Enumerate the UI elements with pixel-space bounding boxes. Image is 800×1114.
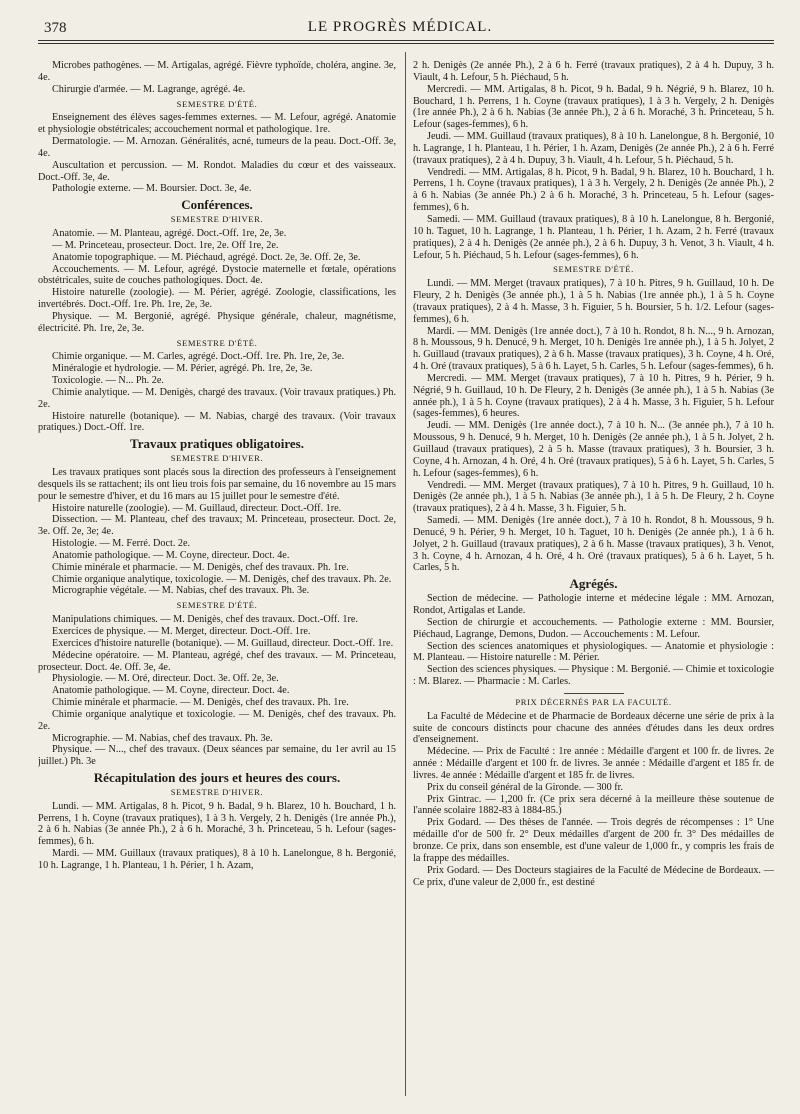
paragraph: Section de chirurgie et accouchements. — Pathologie externe : MM. Boursier, Piéchaud, Lagrange, Demons, Dudon. — Accouchements : M. Lefour. [413, 616, 774, 640]
section-heading: Agrégés. [569, 576, 618, 592]
paragraph: Samedi. — MM. Denigès (1re année doct.), 7 à 10 h. Rondot, 8 h. Moussous, 9 h. Denucé, 9 h. Périer, 9 h. Merget, 10 h. Taguet, 10 h. Denigès (2e année ph.), 1 à 6 h. Jolyet, 2 h. Guillaud (travaux pratiques), 2 à 6 h. Masse (travaux pratiques), 3 h. Venot, 3 h. Coyne, 4 h. Arnozan, 4 h. Oré, 4 h. Oré (travaux pratiques), 5 à 6 h. Layet, 5 h. Carles, 5 h. [413, 515, 774, 574]
paragraph: Anatomie pathologique. — M. Coyne, directeur. Doct. 4e. [52, 549, 290, 561]
header-rule [38, 40, 774, 41]
paragraph: Dissection. — M. Planteau, chef des travaux; M. Princeteau, prosecteur. Doct. 2e, 3e. Off. 2e, 3e; 4e. [38, 514, 396, 538]
paragraph: Exercices d'histoire naturelle (botanique). — M. Guillaud, directeur. Doct.-Off. 1re. [52, 637, 394, 649]
paragraph: Section des sciences anatomiques et physiologiques. — Anatomie et physiologie : M. Planteau. — Histoire naturelle : M. Périer. [413, 640, 774, 664]
paragraph: Micrographie. — M. Nabias, chef des travaux. Ph. 3e. [52, 732, 273, 744]
paragraph: Pathologie externe. — M. Boursier. Doct. 3e, 4e. [52, 183, 252, 195]
semester-label: SEMESTRE D'ÉTÉ. [176, 337, 258, 348]
paragraph: Microbes pathogènes. — M. Artigalas, agrégé. Fièvre typhoïde, choléra, angine. 3e, 4e. [38, 60, 396, 83]
paragraph: Lundi. — MM. Merget (travaux pratiques), 7 à 10 h. Pitres, 9 h. Guillaud, 10 h. De Fleury, 2 h. Denigès (3e année ph.), 1 à 5 h. Nabias (1re année ph.), 1 à 5 h. Coyne (travaux pratiques), 2 à 4 h. Masse, 3 h. Figuier, 5 h. Boursier, 5 h. 1/2. Lefour (sages-femmes), 6 h. [413, 278, 774, 325]
left-column [38, 60, 396, 1104]
running-title: LE PROGRÈS MÉDICAL. [307, 19, 493, 35]
semester-label: SEMESTRE D'HIVER. [170, 453, 264, 464]
section-heading: Récapitulation des jours et heures des cours. [93, 770, 341, 786]
paragraph: Prix Godard. — Des Docteurs stagiaires de la Faculté de Médecine de Bordeaux. — Ce prix, d'une valeur de 2,000 fr., est destiné [413, 864, 774, 888]
paragraph: Médecine opératoire. — M. Planteau, agrégé, chef des travaux. — M. Princeteau, prosecteur. Doct. 4e. Off. 3e, 4e. [38, 649, 396, 673]
paragraph: Anatomie. — M. Planteau, agrégé. Doct.-Off. 1re, 2e, 3e. [52, 227, 287, 239]
semester-label: SEMESTRE D'ÉTÉ. [176, 98, 258, 109]
section-heading: Conférences. [181, 197, 253, 213]
paragraph: Chimie minérale et pharmacie. — M. Denigès, chef des travaux. Ph. 1re. [52, 561, 349, 573]
paragraph: Toxicologie. — N... Ph. 2e. [52, 375, 164, 387]
paragraph: Chimie organique. — M. Carles, agrégé. Doct.-Off. 1re. Ph. 1re, 2e, 3e. [52, 351, 345, 363]
header-rule-double [38, 43, 774, 44]
separator-rule [564, 693, 624, 694]
semester-label: PRIX DÉCERNÉS PAR LA FACULTÉ. [515, 696, 672, 707]
paragraph: Physiologie. — M. Oré, directeur. Doct. 3e. Off. 2e, 3e. [52, 673, 279, 685]
semester-label: SEMESTRE D'HIVER. [170, 214, 264, 225]
paragraph: Les travaux pratiques sont placés sous la direction des professeurs à l'enseignement desquels ils se rattachent; ils ont lieu trois fois par semaine, du 16 novembre au 15 mars pour le semestre d'hiver, et du 16 mars au 15 juillet pour le semestre d'été. [38, 467, 396, 502]
paragraph: Prix du conseil général de la Gironde. — 300 fr. [427, 781, 624, 793]
page-number: 378 [44, 20, 67, 36]
paragraph: Physique. — N..., chef des travaux. (Deux séances par semaine, du 1er avril au 15 juillet.) Ph. 3e [38, 744, 396, 768]
paragraph: Samedi. — MM. Guillaud (travaux pratiques), 8 à 10 h. Lanelongue, 8 h. Bergonié, 10 h. Taguet, 10 h. Lagrange, 1 h. Planteau, 1 h. Périer, 1 h. Azam, 2 h. Ferré (travaux pratiques), 2 à 4 h. Denigès (2e année ph.), 2 à 6 h. Dupuy, 3 h. Venot, 3 h. Viault, 4 h. Lefour, 5 h. Piéchaud, 5 h. Lefour (sages-femmes), 6 h. [413, 213, 774, 261]
paragraph: Chimie analytique. — M. Denigès, chargé des travaux. (Voir travaux pratiques.) Ph. 2e. [38, 386, 396, 410]
paragraph: Mercredi. — MM. Merget (travaux pratiques), 7 à 10 h. Pitres, 9 h. Périer, 9 h. Négrié, 9 h. Guillaud, 10 h. De Fleury, 2 h. Denigès (3e année ph.), 1 à 5 h. Nabias (3e année ph.), 1 à 5 h. Coyne (travaux pratiques), 2 à 4 h. Masse, 3 h. Figuier, 5 h. Lefour (sages-femmes), 6 heures. [413, 372, 774, 420]
semester-label: SEMESTRE D'ÉTÉ. [553, 264, 634, 275]
paragraph: Histoire naturelle (zoologie). — M. Guillaud, directeur. Doct.-Off. 1re. [52, 502, 342, 514]
paragraph: Enseignement des élèves sages-femmes externes. — M. Lefour, agrégé. Anatomie et physiologie obstétricales; accouchement normal et pathologique. 1re. [38, 112, 396, 136]
paragraph: Chirurgie d'armée. — M. Lagrange, agrégé. 4e. [52, 83, 246, 95]
paragraph: Manipulations chimiques. — M. Denigès, chef des travaux. Doct.-Off. 1re. [52, 614, 358, 626]
semester-label: SEMESTRE D'ÉTÉ. [176, 600, 258, 611]
paragraph: Micrographie végétale. — M. Nabias, chef des travaux. Ph. 3e. [52, 585, 310, 597]
paragraph: Histoire naturelle (botanique). — M. Nabias, chargé des travaux. (Voir travaux pratiques.) Doct.-Off. 1re. [38, 410, 396, 434]
paragraph: 2 h. Denigès (2e année Ph.), 2 à 6 h. Ferré (travaux pratiques), 2 à 4 h. Dupuy, 3 h. Viault, 4 h. Lefour, 5 h. Piéchaud, 5 h. [413, 60, 774, 83]
paragraph: Section des sciences physiques. — Physique : M. Bergonié. — Chimie et toxicologie : M. Blarez. — Pharmacie : M. Carles. [413, 664, 774, 688]
paragraph: Prix Gintrac. — 1,200 fr. (Ce prix sera décerné à la meilleure thèse soutenue de l'année scolaire 1882-83 à 1884-85.) [413, 793, 774, 817]
paragraph: Histologie. — M. Ferré. Doct. 2e. [52, 538, 191, 550]
paragraph: Médecine. — Prix de Faculté : 1re année : Médaille d'argent et 100 fr. de livres. 2e année : Médaille d'argent et 100 fr. de livres. 3e année : Médaille d'argent et 185 fr. de livres. 4e année : Médaille d'argent et 185 fr. de livres. [413, 746, 774, 781]
paragraph: Dermatologie. — M. Arnozan. Généralités, acné, tumeurs de la peau. Doct.-Off. 3e, 4e. [38, 136, 396, 159]
paragraph: Chimie organique analytique et toxicologie. — M. Denigès, chef des travaux. Ph. 2e. [38, 708, 396, 732]
paragraph: Jeudi. — MM. Denigès (1re année doct.), 7 à 10 h. N... (3e année ph.), 7 à 10 h. Moussous, 9 h. Denucé, 9 h. Merget, 10 h. Denigès (2e année ph.), 1 à 5 h. Jolyet, 2 h. Guillaud (travaux pratiques), 2 à 5 h. Masse (travaux pratiques), 3 h. Boursier, 3 h. Coyne, 4 h. Arnozan, 4 h. Oré, 4 h. Oré (travaux pratiques), 5 à 6 h. Layet, 5 h. Carles, 5 h. Lefour (sages-femmes), 6 h. [413, 420, 774, 479]
paragraph: Mercredi. — MM. Artigalas, 8 h. Picot, 9 h. Badal, 9 h. Négrié, 9 h. Blarez, 10 h. Bouchard, 1 h. Perrens, 1 h. Coyne (travaux pratiques), 1 à 3 h. Vergely, 2 h. Denigès (1re année Ph.), 2 à 6 h. Nabias (3e année Ph.), 2 à 6 h. Moraché, 3 h. Princeteau, 5 h. Lefour (sages-femmes), 6 h. [413, 83, 774, 131]
paragraph: Section de médecine. — Pathologie interne et médecine légale : MM. Arnozan, Rondot, Artigalas et Lande. [413, 593, 774, 616]
section-heading: Travaux pratiques obligatoires. [130, 436, 304, 452]
paragraph: — M. Princeteau, prosecteur. Doct. 1re, 2e. Off 1re, 2e. [52, 239, 279, 251]
paragraph: Mardi. — MM. Denigès (1re année doct.), 7 à 10 h. Rondot, 8 h. N..., 9 h. Arnozan, 8 h. Moussous, 9 h. Denucé, 9 h. Merget, 10 h. Denigès 1re année ph.), 1 à 5 h. Jolyet, 2 h. Guillaud (travaux pratiques), 2 à 6 h. Masse (travaux pratiques), 3 h. Coyne, 4 h. Oré, 4 h. Oré (travaux pratiques), 5 à 6 h. Layet, 5 h. Carles, 5 h. Lefour (sages-femmes), 6 h. [413, 325, 774, 373]
paragraph: La Faculté de Médecine et de Pharmacie de Bordeaux décerne une série de prix à la suite de concours distincts pour chacune des années d'études dans les deux ordres d'enseignement. [413, 710, 774, 746]
paragraph: Exercices de physique. — M. Merget, directeur. Doct.-Off. 1re. [52, 625, 311, 637]
paragraph: Anatomie topographique. — M. Piéchaud, agrégé. Doct. 2e, 3e. Off. 2e, 3e. [52, 251, 361, 263]
paragraph: Physique. — M. Bergonié, agrégé. Physique générale, chaleur, magnétisme, électricité. Ph. 1re, 2e, 3e. [38, 310, 396, 334]
paragraph: Vendredi. — MM. Merget (travaux pratiques), 7 à 10 h. Pitres, 9 h. Guillaud, 10 h. Denigès (2e année ph.), 1 à 5 h. Nabias (3e année ph.), 1 à 5 h. De Fleury, 2 h. Coyne (travaux pratiques), 2 à 4 h. Masse, 3 h. Figuier, 5 h. [413, 479, 774, 515]
paragraph: Lundi. — MM. Artigalas, 8 h. Picot, 9 h. Badal, 9 h. Blarez, 10 h. Bouchard, 1 h. Perrens, 1 h. Coyne (travaux pratiques), 1 à 3 h. Vergely, 2 h. Denigès (1re année Ph.), 2 à 6 h. Nabias (3e année Ph.), 2 à 6 h. Moraché, 3 h. Princeteau, 5 h. Lefour (sages-femmes), 6 h. [38, 800, 396, 848]
paragraph: Anatomie pathologique. — M. Coyne, directeur. Doct. 4e. [52, 685, 290, 697]
paragraph: Mardi. — MM. Guillaux (travaux pratiques), 8 à 10 h. Lanelongue, 8 h. Bergonié, 10 h. Lagrange, 1 h. Planteau, 1 h. Périer, 1 h. Azam, [38, 848, 396, 871]
right-column [413, 60, 774, 1104]
column-divider [405, 52, 406, 1096]
paragraph: Auscultation et percussion. — M. Rondot. Maladies du cœur et des vaisseaux. Doct.-Off. 3e, 4e. [38, 159, 396, 183]
paragraph: Chimie organique analytique, toxicologie. — M. Denigès, chef des travaux. Ph. 2e. [52, 573, 392, 585]
semester-label: SEMESTRE D'HIVER. [170, 786, 264, 797]
paragraph: Jeudi. — MM. Guillaud (travaux pratiques), 8 à 10 h. Lanelongue, 8 h. Bergonié, 10 h. Lagrange, 1 h. Planteau, 1 h. Périer, 1 h. Azam, Denigès (2e année Ph.), 2 à 6 h. Ferré (travaux pratiques), 2 à 4 h. Dupuy, 3 h. Viault, 4 h. Lefour, 5 h. Piéchaud, 5 h. [413, 131, 774, 166]
paragraph: Prix Godard. — Des thèses de l'année. — Trois degrés de récompenses : 1° Une médaille d'or de 500 fr. 2° Deux médailles d'argent de 200 fr. 3° Des médailles de bronze. Ce prix, dans son ensemble, est d'une valeur de 1,000 fr., y compris les frais de la frappe des médailles. [413, 817, 774, 864]
paragraph: Accouchements. — M. Lefour, agrégé. Dystocie maternelle et fœtale, opérations obstétricales, suite de couches pathologiques. Doct. 4e. [38, 263, 396, 287]
paragraph: Vendredi. — MM. Artigalas, 8 h. Picot, 9 h. Badal, 9 h. Blarez, 10 h. Bouchard, 1 h. Perrens, 1 h. Coyne (travaux pratiques), 1 à 3 h. Vergely, 2 h. Denigès (2e année Ph.), 2 à 6 h. Nabias (3e année Ph.) 2 à 6 h. Moraché, 3 h. Princeteau, 5 h. Lefour (sages-femmes), 6 h. [413, 166, 774, 214]
paragraph: Chimie minérale et pharmacie. — M. Denigès, chef des travaux. Ph. 1re. [52, 697, 349, 709]
paragraph: Minéralogie et hydrologie. — M. Périer, agrégé. Ph. 1re, 2e, 3e. [52, 363, 313, 375]
page-header [0, 0, 800, 58]
paragraph: Histoire naturelle (zoologie). — M. Périer, agrégé. Zoologie, classifications, les invertébrés. Doct.-Off. 1re. Ph. 1re, 2e, 3e. [38, 287, 396, 311]
